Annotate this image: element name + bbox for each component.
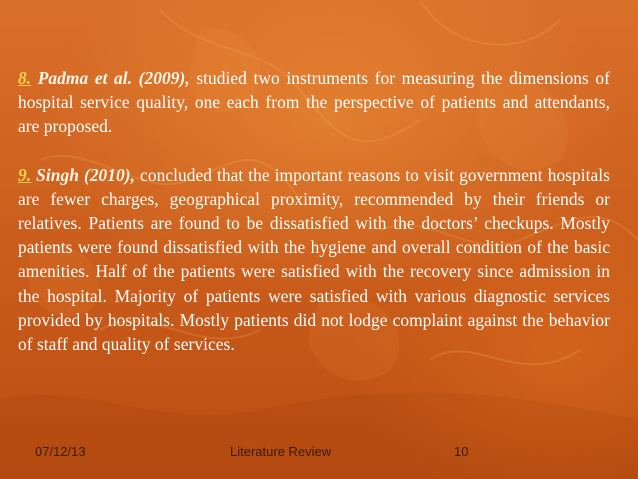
paragraph-8 <box>18 66 610 139</box>
slide-body <box>18 66 610 356</box>
paragraph-text: studied two instruments for measuring the dimensions of hospital service quality, one each from the perspective of patients and attendants, are proposed. <box>18 68 611 137</box>
footer-page-number: 10 <box>454 444 469 459</box>
item-number: 9. <box>18 164 32 185</box>
citation-author: Singh (2010), <box>36 164 136 185</box>
slide-footer <box>0 444 638 464</box>
footer-title: Literature Review <box>230 444 332 459</box>
item-number: 8. <box>18 68 32 88</box>
footer-date: 07/12/13 <box>35 444 86 459</box>
paragraph-text: concluded that the important reasons to visit government hospitals are fewer charges, geographical proximity, recommended by their friends or relatives. Patients are found to be dissatisfied with the doctors’ checkups. Mostly patients were found dissatisfied with the hygiene and overall condition of the basic amenities. Half of the patients were satisfied with the recovery since admission in the hospital. Majority of patients were satisfied with various diagnostic services provided by hospitals. Mostly patients did not lodge complaint against the behavior of staff and quality of services. <box>18 164 610 355</box>
paragraph-9 <box>18 163 610 357</box>
citation-author: Padma et al. (2009), <box>37 68 190 88</box>
